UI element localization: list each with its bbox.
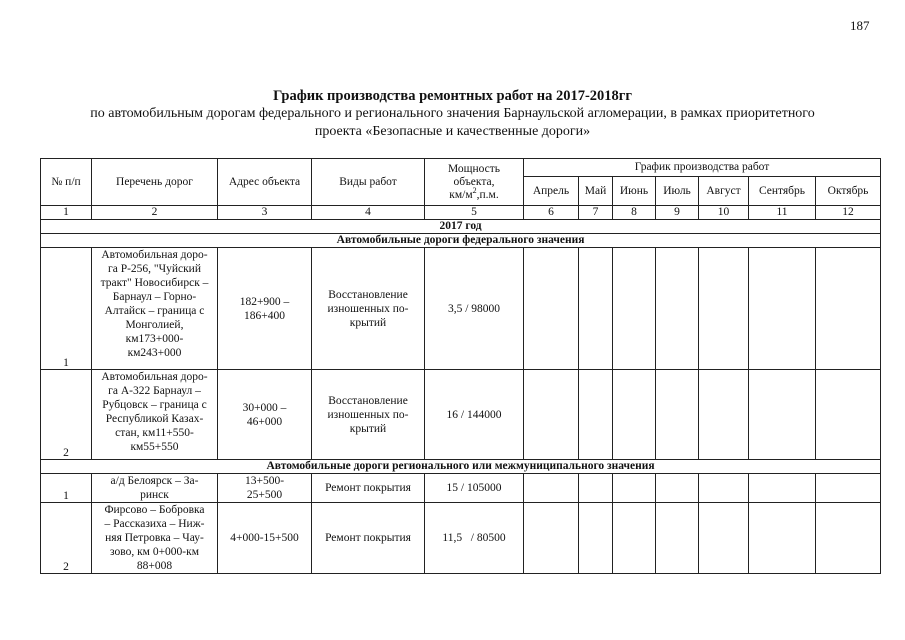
road-name-line: стан, км11+550- [115, 427, 194, 439]
column-number: 5 [425, 206, 524, 220]
work-type-line: изношенных по- [327, 408, 409, 421]
month-schedule-cell [613, 503, 656, 574]
header-month-may: Май [579, 177, 613, 206]
road-name-line: км243+000 [127, 347, 182, 359]
header-month-july: Июль [656, 177, 699, 206]
month-schedule-cell [816, 474, 881, 503]
road-name-line: няя Петровка – Чау- [105, 532, 204, 544]
section-row [41, 234, 881, 248]
object-address-line: 4+000-15+500 [230, 532, 299, 544]
header-month-october: Октябрь [816, 177, 881, 206]
road-name-line: Автомобильная доро- [101, 249, 208, 261]
object-address-line: 46+000 [246, 415, 283, 428]
work-type [312, 474, 425, 503]
header-address: Адрес объекта [218, 159, 312, 206]
work-type [312, 503, 425, 574]
month-schedule-cell [613, 370, 656, 460]
road-name [92, 248, 218, 370]
work-type-line: крытий [349, 316, 387, 329]
row-number: 1 [41, 248, 92, 370]
road-name-line: га А-322 Барнаул – [108, 385, 201, 397]
road-name [92, 503, 218, 574]
column-number-row [41, 206, 881, 220]
work-type [312, 370, 425, 460]
year-row [41, 220, 881, 234]
month-schedule-cell [656, 474, 699, 503]
object-address [218, 503, 312, 574]
table-row [41, 503, 881, 574]
road-name-line: – Рассказиха – Ниж- [104, 518, 205, 530]
object-address-line: 30+000 – [242, 401, 287, 414]
page-number: 187 [850, 18, 870, 33]
month-schedule-cell [524, 474, 579, 503]
object-address-line: 13+500- [244, 475, 285, 487]
work-type-line: Восстановление [328, 394, 408, 407]
section-title: Автомобильные дороги федерального значения [41, 234, 881, 248]
header-capacity [425, 159, 524, 206]
month-schedule-cell [699, 474, 749, 503]
work-type-line: изношенных по- [327, 302, 409, 315]
column-number: 8 [613, 206, 656, 220]
title-block [0, 87, 905, 141]
month-schedule-cell [524, 248, 579, 370]
row-number: 1 [41, 474, 92, 503]
work-type-line: Восстановление [328, 288, 408, 301]
work-type-line: Ремонт покрытия [325, 482, 411, 494]
month-schedule-cell [613, 474, 656, 503]
month-schedule-cell [699, 248, 749, 370]
road-name-line: км173+000- [125, 333, 184, 345]
object-capacity: 3,5 / 98000 [425, 248, 524, 370]
row-number: 2 [41, 370, 92, 460]
column-number: 11 [749, 206, 816, 220]
month-schedule-cell [699, 370, 749, 460]
road-name-line: зово, км 0+000-км [110, 546, 199, 558]
month-schedule-cell [579, 503, 613, 574]
section-row [41, 460, 881, 474]
header-capacity-line3 [427, 185, 521, 202]
month-schedule-cell [749, 474, 816, 503]
column-number: 3 [218, 206, 312, 220]
header-row-top [41, 159, 881, 177]
header-schedule: График производства работ [524, 159, 881, 177]
road-name-line: Автомобильная доро- [101, 371, 208, 383]
object-capacity: 15 / 105000 [425, 474, 524, 503]
month-schedule-cell [749, 370, 816, 460]
object-address-line: 182+900 – [239, 295, 290, 308]
object-capacity: 11,5 / 80500 [425, 503, 524, 574]
header-num: № п/п [41, 159, 92, 206]
month-schedule-cell [749, 248, 816, 370]
road-name-line: Барнаул – Горно- [112, 291, 197, 303]
month-schedule-cell [579, 370, 613, 460]
month-schedule-cell [579, 248, 613, 370]
road-name-line: тракт" Новосибирск – [100, 277, 209, 289]
header-capacity-unit-tail: ,п.м. [476, 188, 499, 201]
work-type-line: крытий [349, 422, 387, 435]
header-roads: Перечень дорог [92, 159, 218, 206]
document-title: График производства ремонтных работ на 2017-2018гг [273, 88, 632, 104]
object-capacity: 16 / 144000 [425, 370, 524, 460]
column-number: 7 [579, 206, 613, 220]
row-number: 2 [41, 503, 92, 574]
object-address-line: 25+500 [246, 489, 283, 501]
object-address [218, 474, 312, 503]
column-number: 10 [699, 206, 749, 220]
header-capacity-line1: Мощность [447, 162, 501, 175]
column-number: 2 [92, 206, 218, 220]
document-subtitle-line1: по автомобильным дорогам федерального и регионального значения Барнаульской агломерации, в рамках приоритетного [90, 106, 815, 121]
header-month-september: Сентябрь [749, 177, 816, 206]
schedule-table [40, 158, 881, 574]
column-number: 12 [816, 206, 881, 220]
road-name-line: км55+550 [130, 441, 179, 453]
object-address [218, 248, 312, 370]
month-schedule-cell [656, 248, 699, 370]
road-name-line: Алтайск – граница с [104, 305, 205, 317]
road-name-line: ринск [140, 489, 169, 501]
header-capacity-unit: км/м [449, 188, 473, 201]
section-title: Автомобильные дороги регионального или межмуниципального значения [41, 460, 881, 474]
document-subtitle-line2: проекта «Безопасные и качественные дороги» [314, 124, 591, 139]
column-number: 6 [524, 206, 579, 220]
header-capacity-line2: объекта, [453, 175, 495, 188]
month-schedule-cell [579, 474, 613, 503]
header-capacity-sup: 2 [472, 185, 477, 195]
month-schedule-cell [613, 248, 656, 370]
table-row [41, 474, 881, 503]
road-name-line: га Р-256, "Чуйский [108, 263, 201, 275]
month-schedule-cell [699, 503, 749, 574]
column-number: 1 [41, 206, 92, 220]
road-name-line: а/д Белоярск – За- [110, 475, 199, 487]
road-name [92, 474, 218, 503]
header-month-april: Апрель [524, 177, 579, 206]
table-row [41, 248, 881, 370]
table-row [41, 370, 881, 460]
work-type-line: Ремонт покрытия [325, 532, 411, 544]
year-label: 2017 год [41, 220, 881, 234]
road-name-line: 88+008 [136, 560, 173, 572]
object-address [218, 370, 312, 460]
header-work-type: Виды работ [312, 159, 425, 206]
header-month-june: Июнь [613, 177, 656, 206]
road-name [92, 370, 218, 460]
road-name-line: Фирсово – Бобровка [104, 504, 205, 516]
work-type [312, 248, 425, 370]
month-schedule-cell [524, 503, 579, 574]
road-name-line: Республикой Казах- [105, 413, 204, 425]
road-name-line: Монголией, [125, 319, 184, 331]
road-name-line: Рубцовск – граница с [102, 399, 207, 411]
month-schedule-cell [816, 370, 881, 460]
object-address-line: 186+400 [244, 309, 285, 322]
month-schedule-cell [749, 503, 816, 574]
month-schedule-cell [524, 370, 579, 460]
column-number: 9 [656, 206, 699, 220]
header-month-august: Август [699, 177, 749, 206]
month-schedule-cell [816, 248, 881, 370]
month-schedule-cell [816, 503, 881, 574]
month-schedule-cell [656, 370, 699, 460]
month-schedule-cell [656, 503, 699, 574]
column-number: 4 [312, 206, 425, 220]
